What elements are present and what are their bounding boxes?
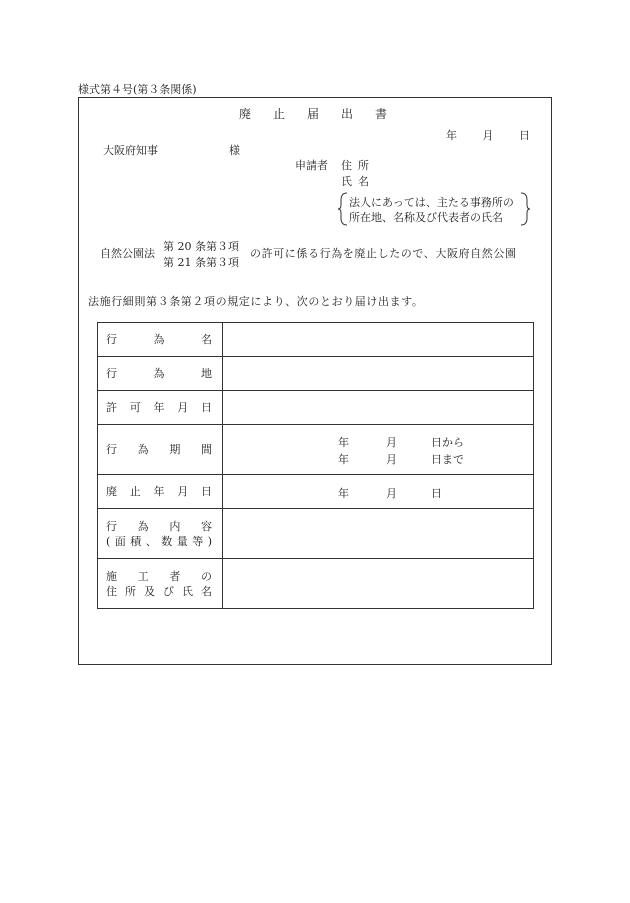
abolition-date-field[interactable]: 年 月 日: [223, 475, 534, 509]
act-location-field[interactable]: [223, 357, 534, 391]
name-label: 氏名: [341, 175, 375, 188]
row-label-act-location: 行 為 地: [98, 357, 223, 391]
permit-date-field[interactable]: [223, 391, 534, 425]
body-text-line2: 法施行細則第３条第２項の規定により、次のとおり届け出ます。: [88, 295, 424, 308]
address-label: 住所: [341, 159, 375, 172]
body-text-line1: の許可に係る行為を廃止したので、大阪府自然公園: [250, 247, 517, 260]
row-label-act-name: 行 為 名: [98, 323, 223, 357]
table-row: [98, 559, 534, 609]
corporate-note-line1: 法人にあっては、主たる事務所の: [349, 196, 514, 209]
table-row: [98, 509, 534, 559]
form-number: 様式第４号(第３条関係): [78, 83, 197, 96]
row-label-act-period: 行 為 期 間: [98, 425, 223, 475]
table-row: [98, 425, 534, 475]
table-row: [98, 391, 534, 425]
document-title: 廃止届出書: [238, 107, 410, 121]
row-label-permit-date: 許 可 年 月 日: [98, 391, 223, 425]
details-table: [97, 322, 534, 609]
act-content-field[interactable]: [223, 509, 534, 559]
corporate-note-line2: 所在地、名称及び代表者の氏名: [349, 211, 503, 224]
row-label-act-content: 行 為 内 容 ( 面 積 、 数 量 等 ): [98, 509, 223, 559]
applicant-label: 申請者: [295, 159, 328, 172]
table-row: [98, 323, 534, 357]
article-20: 第 20 条第３項: [163, 240, 239, 253]
law-name: 自然公園法: [100, 247, 155, 260]
row-label-contractor: 施 工 者 の 住 所 及 び 氏 名: [98, 559, 223, 609]
honorific: 様: [229, 144, 240, 157]
contractor-field[interactable]: [223, 559, 534, 609]
act-name-field[interactable]: [223, 323, 534, 357]
row-label-abolition-date: 廃 止 年 月 日: [98, 475, 223, 509]
article-21: 第 21 条第３項: [163, 256, 239, 269]
addressee: 大阪府知事: [103, 144, 158, 157]
act-period-field[interactable]: 年 月 日から 年 月 日まで: [223, 425, 534, 475]
table-row: [98, 357, 534, 391]
table-row: [98, 475, 534, 509]
submission-date: 年 月 日: [446, 129, 530, 142]
